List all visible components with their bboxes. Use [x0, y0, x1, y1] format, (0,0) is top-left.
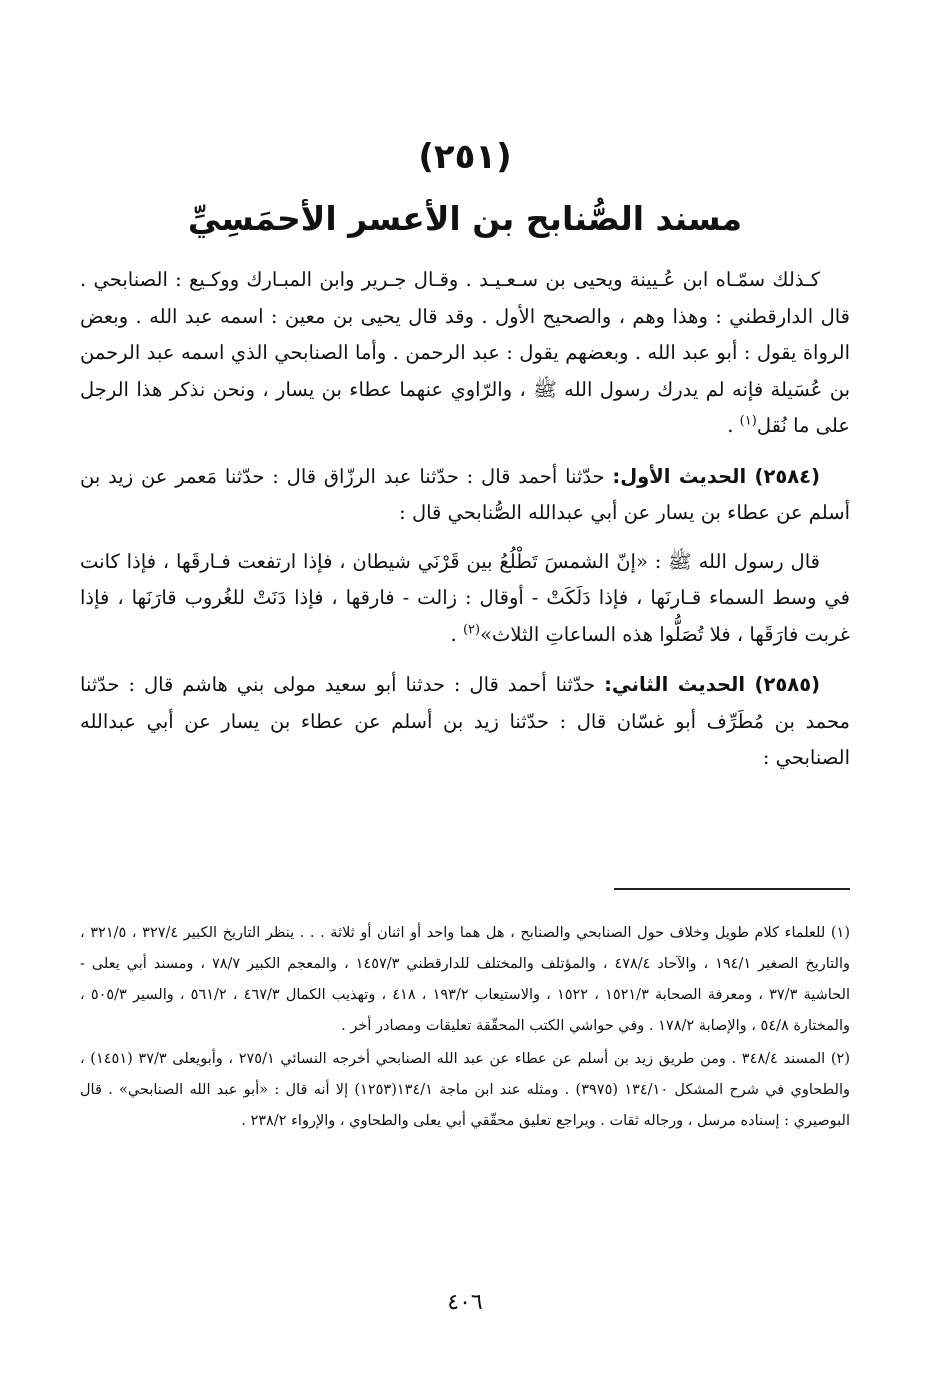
intro-paragraph: [80, 262, 850, 445]
hadith-2-label: (٢٥٨٥) الحديث الثاني:: [604, 673, 821, 696]
main-text: [80, 262, 850, 789]
document-page: [80, 0, 850, 1379]
footnote-1-number: (١): [830, 925, 850, 941]
hadith-1-matn: قال رسول الله ﷺ : «إنّ الشمسَ تَطْلُعُ بين قَرْنَي شيطان ، فإذا ارتفعت فـارقَها ، فإذا كانت في وسط السماء قـارنَها ، فإذا دَلَكَتْ - أوقال : زالت - فارقها ، فإذا دَنَتْ للغُروب قارَنَها ، فإذا غربت فارَقَها ، فلا تُصَلُّوا هذه الساعاتِ الثلاث»: [80, 549, 850, 646]
footnote-ref-1[interactable]: (١): [739, 413, 757, 429]
footnote-2: [80, 1044, 850, 1137]
hadith-1-end: .: [450, 622, 463, 646]
footnote-2-number: (٢): [830, 1051, 850, 1067]
intro-end: .: [727, 414, 740, 437]
footnote-1-text: للعلماء كلام طويل وخلاف حول الصنابحي والصنابح ، هل هما واحد أو اثنان أو ثلاثة . . . ينظر التاريخ الكبير ٣٢٧/٤ ، ٣٢١/٥ ، والتاريخ الصغير ١٩٤/١ ، والآحاد ٤٧٨/٤ ، والمؤتلف والمختلف للدارقطني ١٤٥٧/٣ ، والمعجم الكبير ٧٨/٧ ، ومسند أبي يعلى - الحاشية ٣٧/٣ ، ومعرفة الصحابة ١٥٢١/٣ ، ١٥٢٢ ، والاستيعاب ١٩٣/٢ ، ٤١٨ ، وتهذيب الكمال ٤٦٧/٣ ، ٥٦١/٢ ، والسير ٥٠٥/٣ ، والمختارة ٥٤/٨ ، والإصابة ١٧٨/٢ . وفي حواشي الكتب المحقّقة تعليقات ومصادر أخر .: [80, 925, 851, 1034]
footnote-2-text: المسند ٣٤٨/٤ . ومن طريق زيد بن أسلم عن عطاء عن عبد الله الصنابحي أخرجه النسائي ٢٧٥/١ ، وأبويعلى ٣٧/٣ (١٤٥١) ، والطحاوي في شرح المشكل ١٣٤/١٠ (٣٩٧٥) . ومثله عند ابن ماجة ١٣٤/١(١٢٥٣) إلا أنه قال : «أبو عبد الله الصنابحي» . قال البوصيري : إسناده مرسل ، ورجاله ثقات . ويراجع تعليق محقّقي أبي يعلى والطحاوي ، والإرواء ٢٣٨/٢ .: [80, 1051, 850, 1129]
footnote-divider: [614, 888, 850, 890]
hadith-1-isnad: [80, 459, 850, 532]
hadith-2-isnad: [80, 667, 850, 777]
hadith-1-label: (٢٥٨٤) الحديث الأول:: [612, 464, 820, 488]
page-number: ٤٠٦: [447, 1290, 483, 1315]
hadith-1-isnad-text: حدّثنا أحمد قال : حدّثنا عبد الرزّاق قال : حدّثنا مَعمر عن زيد بن أسلم عن عطاء بن يسار عن أبي عبدالله الصُّنابحي قال :: [80, 464, 850, 524]
footnote-ref-2[interactable]: (٢): [462, 622, 481, 637]
chapter-number: (٢٥١): [418, 137, 512, 177]
footnotes: [80, 918, 850, 1139]
hadith-1-text: [80, 544, 850, 654]
footnote-1: [80, 918, 850, 1042]
hadith-2-isnad-text: حدّثنا أحمد قال : حدثنا أبو سعيد مولى بني هاشم قال : حدّثنا محمد بن مُطَرِّف أبو غسّان قال : حدّثنا زيد بن أسلم عن عطاء بن يسار عن أبي عبدالله الصنابحي :: [80, 673, 850, 769]
chapter-title: مسند الصُّنابح بن الأعسر الأحمَسِيِّ: [187, 199, 743, 238]
intro-text: كـذلك سمّـاه ابن عُـيينة ويحيى بن سـعـيـد . وقـال جـرير وابن المبـارك ووكـيع : الصنابحي . قال الدارقطني : وهذا وهم ، والصحيح الأول . وقد قال يحيى بن معين : اسمه عبد الله . وبعض الرواة يقول : أبو عبد الله . وبعضهم يقول : عبد الرحمن . وأما الصنابحي الذي اسمه عبد الرحمن بن عُسَيلة فإنه لم يدرك رسول الله ﷺ ، والرّاوي عنهما عطاء بن يسار ، ونحن نذكر هذا الرجل على ما نُقل: [80, 268, 850, 437]
